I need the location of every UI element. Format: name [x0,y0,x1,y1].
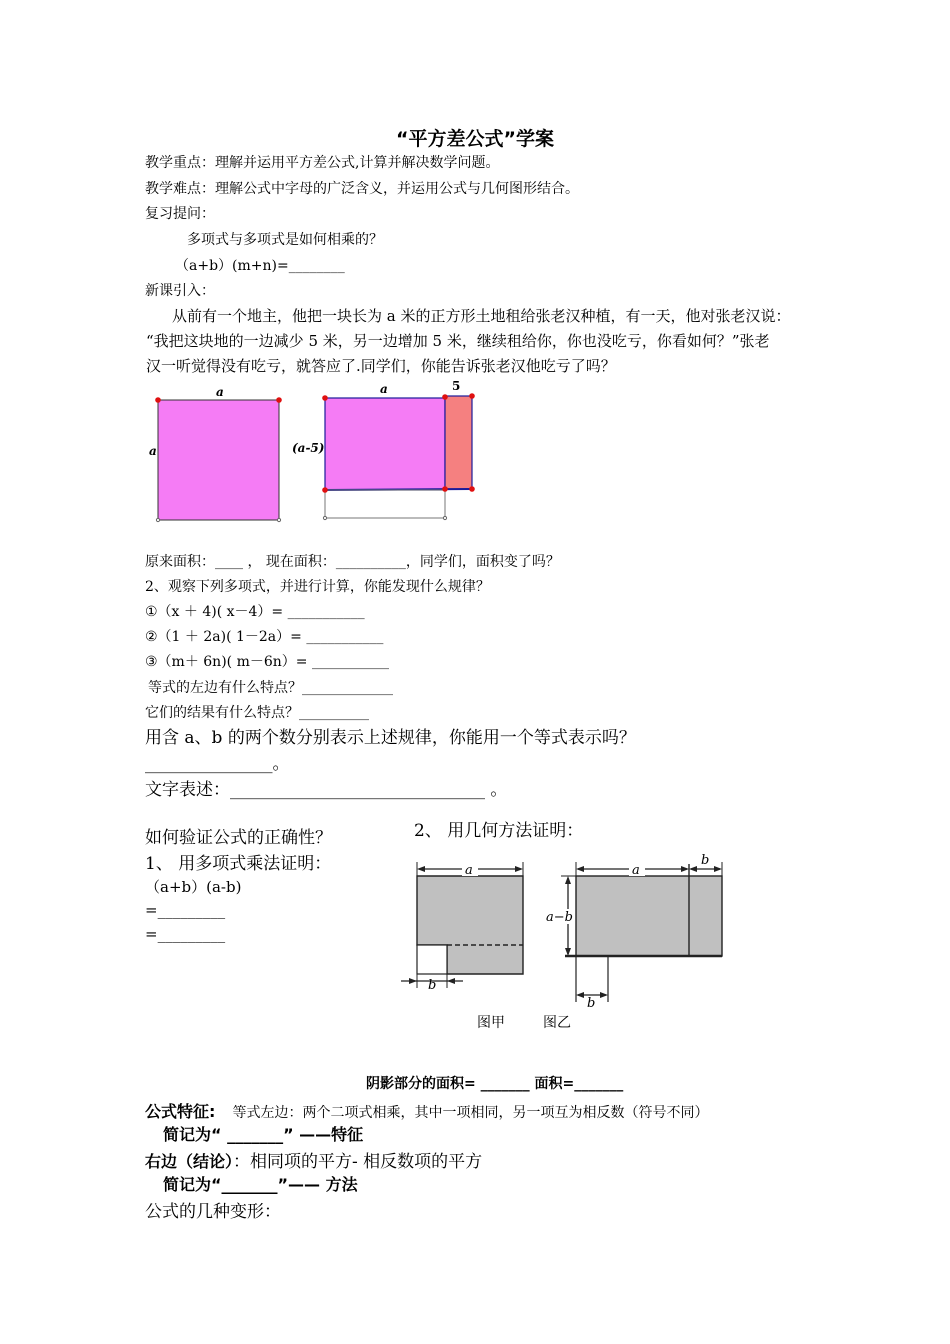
arrow-head [447,978,455,984]
arrow-head [689,866,697,872]
yi-label-amb: a−b [546,910,573,925]
jia-label-b: b [428,978,437,993]
vertex-point [155,397,161,403]
label-5: 5 [452,379,461,393]
mnemonic-2: 简记为“_______”—— 方法 [163,1175,358,1194]
exercise-2: ②（1 ＋ 2a)( 1－2a）= ___________ [145,629,384,645]
original-square [158,400,279,520]
right-side-row [145,1147,482,1172]
method-1-line-1: =_________ [145,901,226,919]
vertex-point [442,486,448,492]
key-point: 教学重点：理解并运用平方差公式,计算并解决数学问题。 [145,155,500,171]
yi-shaded-rect [576,876,722,956]
exercise-3: ③（m＋ 6n)( m－6n）= ___________ [145,654,389,670]
review-question: 多项式与多项式是如何相乘的？ [187,232,383,248]
yi-label-a: a [632,863,640,878]
yi-label-b-bottom: b [587,996,596,1011]
arrow-head [417,866,425,872]
mnemonic-1: 简记为“ _______” ——特征 [163,1125,364,1144]
intro-heading: 新课引入： [145,283,215,299]
word-statement: 文字表述：______________________________ 。 [145,780,508,800]
review-formula: （a+b）(m+n)=________ [175,258,345,274]
label-a-minus-5: (a-5) [292,441,325,455]
page-title: “平方差公式”学案 [396,128,554,150]
feature-text: 等式左边：两个二项式相乘，其中一项相同，另一项互为相反数（符号不同） [232,1105,709,1121]
vertex-point [442,394,448,400]
difficulty: 教学难点：理解公式中字母的广泛含义，并运用公式与几何图形结合。 [145,181,579,197]
vertex-point [156,518,159,521]
express-question: 用含 a、b 的两个数分别表示上述规律，你能用一个等式表示吗？ [145,728,636,748]
verify-heading: 如何验证公式的正确性？ [145,828,332,848]
removed-strip [325,490,445,518]
jia-label-a: a [465,863,473,878]
vertex-point [469,393,475,399]
method-1-expression: （a+b）(a-b) [145,878,242,896]
vertex-point [277,518,280,521]
arrow-head [565,876,571,884]
arrow-head [515,866,523,872]
right-text: ：相同项的平方- 相反数项的平方 [233,1152,483,1172]
shadow-area: 阴影部分的面积= _______ 面积=_______ [366,1076,624,1092]
method-1: 1、 用多项式乘法证明： [145,854,332,874]
arrow-head [600,992,608,998]
vertex-point [443,516,446,519]
arrow-head [409,978,417,984]
jia-removed-square [417,945,447,974]
arrow-head [576,992,584,998]
feature-label: 公式特征: [145,1102,216,1121]
right-label: 右边（结论） [145,1152,234,1171]
new-rect-main [325,398,445,490]
observe-heading: 2、观察下列多项式，并进行计算，你能发现什么规律？ [145,579,490,595]
vertex-point [323,516,326,519]
added-strip [445,396,472,489]
land-area-figure [140,378,500,528]
result-feature-question: 它们的结果有什么特点？__________ [145,705,369,721]
vertex-point [276,397,282,403]
story-line-1: 从前有一个地主，他把一块长为 a 米的正方形土地租给张老汉种植，有一天，他对张老汉说： [172,307,791,325]
vertex-point [322,487,328,493]
variants-heading: 公式的几种变形： [145,1202,281,1222]
vertex-point [469,486,475,492]
review-heading: 复习提问： [145,206,215,222]
arrow-head [565,948,571,956]
area-question: 原来面积：____ ， 现在面积：__________，同学们，面积变了吗？ [145,554,560,570]
arrow-head [681,866,689,872]
yi-label-b-top: b [701,853,710,868]
label-a-top: a [216,385,224,399]
exercise-1: ①（x ＋ 4)( x－4）= ___________ [145,604,365,620]
arrow-head [576,866,584,872]
method-1-line-2: =_________ [145,925,226,943]
label-a-top2: a [380,382,388,396]
geometric-proof-figure [395,852,735,1012]
arrow-head [714,866,722,872]
label-a-left: a [149,444,157,458]
caption-yi: 图乙 [543,1015,571,1031]
vertex-point [322,395,328,401]
caption-jia: 图甲 [477,1015,505,1031]
left-feature-question: 等式的左边有什么特点？_____________ [148,680,393,696]
express-blank: _______________。 [145,754,290,774]
story-line-2: “我把这块地的一边减少 5 米，另一边增加 5 米，继续租给你，你也没吃亏，你看如何？”张老 [146,332,770,350]
feature-row [145,1099,709,1122]
story-line-3: 汉一听觉得没有吃亏，就答应了.同学们，你能告诉张老汉他吃亏了吗？ [146,357,616,375]
method-2: 2、 用几何方法证明： [414,821,584,841]
